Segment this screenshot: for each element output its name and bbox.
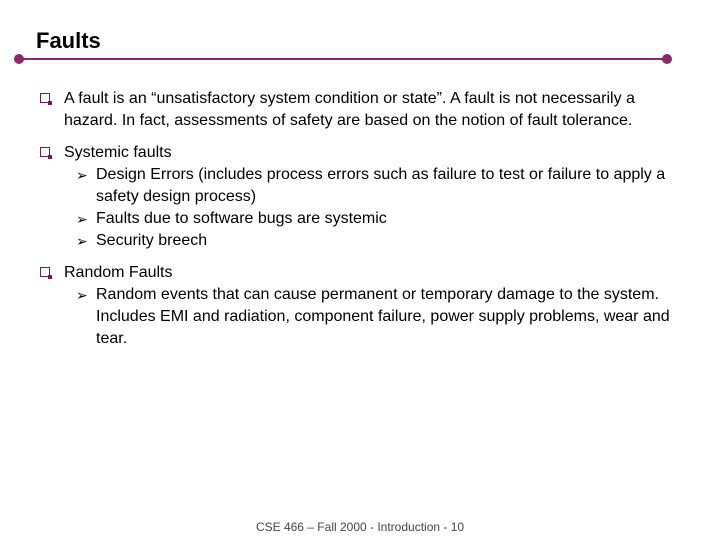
slide-title: Faults bbox=[36, 28, 101, 53]
bullet-systemic-faults bbox=[40, 142, 690, 252]
bullet-random-faults bbox=[40, 262, 690, 350]
sub-item bbox=[64, 230, 690, 252]
arrow-bullet-icon: ➢ bbox=[76, 233, 88, 249]
slide-content bbox=[40, 88, 690, 360]
arrow-bullet-icon: ➢ bbox=[76, 287, 88, 303]
bullet-text: Systemic faults bbox=[64, 144, 172, 161]
sub-item bbox=[64, 164, 690, 208]
sub-list bbox=[64, 284, 690, 350]
sub-item-text: Random events that can cause permanent or temporary damage to the system. Includes EMI and radiation, component failure, power supply problems, wear and tear. bbox=[96, 286, 670, 347]
slide-footer: CSE 466 – Fall 2000 - Introduction - 10 bbox=[255, 520, 465, 534]
title-rule bbox=[18, 58, 668, 60]
square-bullet-icon bbox=[40, 267, 50, 277]
title-rule-right-dot bbox=[662, 54, 672, 64]
sub-item-text: Security breech bbox=[96, 232, 208, 249]
sub-item bbox=[64, 284, 690, 350]
square-bullet-icon bbox=[40, 147, 50, 157]
bullet-fault-definition bbox=[40, 88, 690, 132]
arrow-bullet-icon: ➢ bbox=[76, 211, 88, 227]
sub-list bbox=[64, 164, 690, 252]
sub-item-text: Faults due to software bugs are systemic bbox=[96, 210, 387, 227]
arrow-bullet-icon: ➢ bbox=[76, 167, 88, 183]
sub-item-text: Design Errors (includes process errors such as failure to test or failure to apply a safety design process) bbox=[96, 166, 666, 205]
bullet-text: Random Faults bbox=[64, 264, 173, 281]
square-bullet-icon bbox=[40, 93, 50, 103]
bullet-text: A fault is an “unsatisfactory system condition or state”. A fault is not necessarily a hazard. In fact, assessments of safety are based on the notion of fault tolerance. bbox=[64, 90, 635, 129]
sub-item bbox=[64, 208, 690, 230]
